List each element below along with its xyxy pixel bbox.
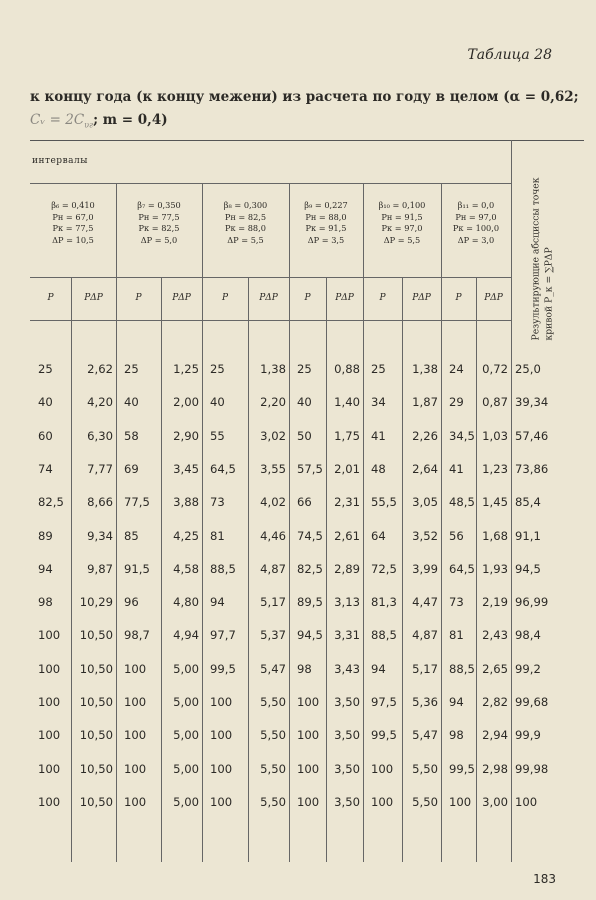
p-cell: 100 <box>38 794 61 809</box>
column-divider <box>363 183 364 862</box>
pdp-cell: 1,03 <box>482 428 508 443</box>
pdp-cell: 5,00 <box>173 794 199 809</box>
param-dp: ΔP = 3,0 <box>457 234 495 245</box>
p-cell: 72,5 <box>371 561 397 576</box>
p-cell: 99,5 <box>371 728 397 743</box>
pdp-cell: 3,05 <box>412 495 438 510</box>
pdp-cell: 5,50 <box>260 761 286 776</box>
p-cell: 34,5 <box>449 428 475 443</box>
result-column-header: Результирующие абсциссы точек кривой P_к = ∑PΔP <box>530 177 554 341</box>
p-cell: 100 <box>38 695 61 709</box>
pdp-cell: 10,50 <box>79 661 113 676</box>
p-cell: 100 <box>124 794 147 809</box>
pdp-cell: 5,00 <box>173 728 199 743</box>
pdp-cell: 10,50 <box>79 761 113 776</box>
col-header-p: P <box>379 293 386 303</box>
pdp-cell: 4,46 <box>260 528 286 543</box>
result-cell: 25,0 <box>515 362 541 376</box>
page-number: 183 <box>533 872 556 886</box>
param-pk: Pк = 91,5 <box>305 223 347 234</box>
group-params-4 <box>289 200 363 246</box>
p-cell: 100 <box>297 695 320 709</box>
col-header-p: P <box>221 293 229 303</box>
column-divider <box>511 140 512 862</box>
caption-line-1: к концу года (к концу межени) из расчета по году в целом (α = 0,62; <box>30 89 579 105</box>
p-cell: 88,5 <box>449 661 475 676</box>
pdp-cell: 4,20 <box>87 395 113 410</box>
pdp-cell: 2,82 <box>482 695 508 709</box>
pdp-cell: 4,58 <box>173 561 199 576</box>
param-beta: β₇ = 0,350 <box>137 200 181 210</box>
p-cell: 82,5 <box>38 495 64 510</box>
p-cell: 25 <box>38 362 53 376</box>
pdp-cell: 10,50 <box>79 794 113 809</box>
p-cell: 97,5 <box>371 695 397 709</box>
p-cell: 25 <box>124 362 139 376</box>
pdp-cell: 2,62 <box>87 362 113 376</box>
p-cell: 100 <box>371 761 394 776</box>
pdp-cell: 5,47 <box>412 728 438 743</box>
p-cell: 100 <box>297 794 320 809</box>
pdp-cell: 3,99 <box>412 561 438 576</box>
pdp-cell: 2,01 <box>334 461 360 476</box>
pdp-cell: 0,72 <box>482 362 508 376</box>
p-cell: 25 <box>210 362 225 376</box>
group-params-3 <box>202 200 289 246</box>
pdp-cell: 3,50 <box>334 695 360 709</box>
p-cell: 29 <box>449 395 464 410</box>
intervals-label: интервалы <box>32 156 88 166</box>
pdp-cell: 2,19 <box>482 595 508 610</box>
pdp-cell: 1,93 <box>482 561 508 576</box>
p-cell: 40 <box>297 395 312 410</box>
p-cell: 100 <box>210 794 233 809</box>
pdp-cell: 5,50 <box>412 794 438 809</box>
p-cell: 81 <box>449 628 464 643</box>
param-dp: ΔP = 5,0 <box>140 234 178 245</box>
col-header-p: P <box>47 293 54 303</box>
pdp-cell: 4,87 <box>260 561 286 576</box>
caption-line-2 <box>30 112 168 130</box>
pdp-cell: 3,02 <box>260 428 286 443</box>
p-cell: 98 <box>449 728 464 743</box>
p-cell: 55 <box>210 428 225 443</box>
pdp-cell: 5,50 <box>260 794 286 809</box>
pdp-cell: 10,50 <box>79 695 113 709</box>
pdp-cell: 5,50 <box>412 761 438 776</box>
pdp-cell: 7,77 <box>87 461 113 476</box>
pdp-cell: 5,50 <box>260 695 286 709</box>
p-cell: 73 <box>210 495 225 510</box>
p-cell: 100 <box>124 695 147 709</box>
p-cell: 96 <box>124 595 139 610</box>
p-cell: 98 <box>38 595 53 610</box>
p-cell: 77,5 <box>124 495 150 510</box>
p-cell: 98,7 <box>124 628 150 643</box>
p-cell: 50 <box>297 428 312 443</box>
param-dp: ΔP = 3,5 <box>307 234 345 245</box>
result-cell: 96,99 <box>515 595 549 610</box>
p-cell: 25 <box>297 362 312 376</box>
result-cell: 99,68 <box>515 695 549 709</box>
param-dp: ΔP = 5,5 <box>227 234 264 245</box>
caption-cv: Cᵥ = $2C_{\upsilon г}$ <box>30 112 94 130</box>
p-cell: 100 <box>371 794 394 809</box>
pdp-cell: 5,00 <box>173 761 199 776</box>
pdp-cell: 1,40 <box>334 395 360 410</box>
param-beta: β₉ = 0,227 <box>304 200 348 210</box>
pdp-cell: 8,66 <box>87 495 113 510</box>
param-pn: Pн = 77,5 <box>138 211 180 222</box>
param-pk: Pк = 100,0 <box>452 223 500 234</box>
p-cell: 94 <box>38 561 53 576</box>
param-pn: Pн = 67,0 <box>52 211 94 222</box>
p-cell: 60 <box>38 428 53 443</box>
result-cell: 100 <box>515 794 538 809</box>
param-pn: Pн = 82,5 <box>224 211 267 222</box>
pdp-cell: 3,13 <box>334 595 360 610</box>
pdp-cell: 5,00 <box>173 695 199 709</box>
group-params-2 <box>116 200 202 246</box>
caption-rest: ; m = 0,4) <box>93 112 168 128</box>
p-cell: 82,5 <box>297 561 323 576</box>
pdp-cell: 5,00 <box>173 661 199 676</box>
pdp-cell: 3,00 <box>482 794 508 809</box>
col-header-p: P <box>135 293 142 303</box>
p-cell: 94 <box>371 661 386 676</box>
result-cell: 98,4 <box>515 628 541 643</box>
result-cell: 57,46 <box>515 428 549 443</box>
pdp-cell: 4,94 <box>173 628 199 643</box>
result-cell: 99,98 <box>515 761 549 776</box>
table-label: Таблица 28 <box>467 47 552 63</box>
pdp-cell: 1,68 <box>482 528 508 543</box>
p-cell: 94,5 <box>297 628 323 643</box>
result-cell: 39,34 <box>515 395 549 410</box>
p-cell: 40 <box>124 395 139 410</box>
pdp-cell: 2,61 <box>334 528 360 543</box>
pdp-cell: 3,50 <box>334 794 360 809</box>
p-cell: 100 <box>124 661 147 676</box>
pdp-cell: 3,88 <box>173 495 199 510</box>
p-cell: 48 <box>371 461 386 476</box>
p-cell: 81,3 <box>371 595 397 610</box>
p-cell: 89,5 <box>297 595 323 610</box>
param-pn: Pн = 88,0 <box>305 211 347 222</box>
param-beta: β₆ = 0,410 <box>51 200 95 210</box>
pdp-cell: 1,38 <box>260 362 286 376</box>
p-cell: 100 <box>38 761 61 776</box>
param-pk: Pк = 97,0 <box>381 223 423 234</box>
pdp-cell: 3,43 <box>334 661 360 676</box>
pdp-cell: 5,37 <box>260 628 286 643</box>
pdp-cell: 2,43 <box>482 628 508 643</box>
pdp-cell: 3,50 <box>334 761 360 776</box>
p-cell: 88,5 <box>371 628 397 643</box>
result-cell: 94,5 <box>515 561 541 576</box>
p-cell: 100 <box>38 728 61 743</box>
param-beta: β₁₁ = 0,0 <box>457 200 495 210</box>
group-params-5 <box>363 200 441 246</box>
result-cell: 91,1 <box>515 528 541 543</box>
p-cell: 99,5 <box>210 661 236 676</box>
p-cell: 55,5 <box>371 495 397 510</box>
pdp-cell: 1,25 <box>173 362 199 376</box>
p-cell: 100 <box>297 728 320 743</box>
p-cell: 64 <box>371 528 386 543</box>
column-divider <box>441 183 442 862</box>
p-cell: 99,5 <box>449 761 475 776</box>
group-top-rule <box>30 183 511 184</box>
pdp-cell: 0,87 <box>482 395 508 410</box>
pdp-cell: 1,38 <box>412 362 438 376</box>
p-cell: 41 <box>449 461 464 476</box>
param-dp: ΔP = 10,5 <box>52 234 94 245</box>
pdp-cell: 10,50 <box>79 628 113 643</box>
pdp-cell: 2,65 <box>482 661 508 676</box>
pdp-cell: 1,87 <box>412 395 438 410</box>
param-dp: ΔP = 5,5 <box>383 234 421 245</box>
pdp-cell: 4,87 <box>412 628 438 643</box>
pdp-cell: 3,31 <box>334 628 360 643</box>
col-header-pdp: PΔP <box>412 293 431 303</box>
pdp-cell: 1,45 <box>482 495 508 510</box>
p-cell: 24 <box>449 362 464 376</box>
p-cell: 100 <box>210 695 233 709</box>
param-pn: Pн = 97,0 <box>455 211 497 222</box>
pdp-cell: 10,50 <box>79 728 113 743</box>
p-cell: 41 <box>371 428 386 443</box>
pdp-cell: 10,29 <box>79 595 113 610</box>
param-pn: Pн = 91,5 <box>381 211 423 222</box>
p-cell: 64,5 <box>210 461 236 476</box>
p-cell: 94 <box>210 595 225 610</box>
pdp-cell: 5,17 <box>260 595 286 610</box>
pdp-cell: 2,31 <box>334 495 360 510</box>
result-cell: 73,86 <box>515 461 549 476</box>
col-header-pdp: PΔP <box>259 293 278 303</box>
p-cell: 100 <box>449 794 472 809</box>
pdp-cell: 1,23 <box>482 461 508 476</box>
pdp-cell: 9,87 <box>87 561 113 576</box>
param-pk: Pк = 77,5 <box>52 223 94 234</box>
p-cell: 74,5 <box>297 528 323 543</box>
p-cell: 100 <box>124 728 147 743</box>
p-cell: 100 <box>210 761 233 776</box>
param-beta: β₁₀ = 0,100 <box>378 200 426 210</box>
p-cell: 40 <box>210 395 225 410</box>
p-cell: 40 <box>38 395 53 410</box>
p-cell: 64,5 <box>449 561 475 576</box>
pdp-cell: 3,50 <box>334 728 360 743</box>
pdp-cell: 5,50 <box>260 728 286 743</box>
column-divider <box>116 183 117 862</box>
pdp-cell: 2,98 <box>482 761 508 776</box>
table-top-rule <box>30 140 584 141</box>
pdp-cell: 3,45 <box>173 461 199 476</box>
p-cell: 85 <box>124 528 139 543</box>
p-cell: 100 <box>38 661 61 676</box>
group-params-1 <box>30 200 116 246</box>
p-cell: 91,5 <box>124 561 150 576</box>
pdp-cell: 4,80 <box>173 595 199 610</box>
group-bottom-rule <box>30 277 511 278</box>
p-cell: 100 <box>124 761 147 776</box>
column-divider <box>202 183 203 862</box>
col-header-pdp: PΔP <box>172 293 191 303</box>
p-cell: 100 <box>210 728 233 743</box>
pdp-cell: 6,30 <box>87 428 113 443</box>
p-cell: 100 <box>38 628 61 643</box>
col-header-p: P <box>304 293 311 303</box>
p-cell: 25 <box>371 362 386 376</box>
pdp-cell: 5,47 <box>260 661 286 676</box>
param-pk: Pк = 88,0 <box>225 223 266 234</box>
p-cell: 81 <box>210 528 225 543</box>
pdp-cell: 4,25 <box>173 528 199 543</box>
pdp-cell: 2,90 <box>173 428 199 443</box>
p-cell: 48,5 <box>449 495 475 510</box>
p-cell: 56 <box>449 528 464 543</box>
p-cell: 74 <box>38 461 53 476</box>
pdp-cell: 3,52 <box>412 528 438 543</box>
group-params-6 <box>441 200 511 246</box>
pdp-cell: 4,47 <box>412 595 438 610</box>
result-cell: 99,2 <box>515 661 541 676</box>
p-cell: 94 <box>449 695 464 709</box>
pdp-cell: 1,75 <box>334 428 360 443</box>
p-cell: 97,7 <box>210 628 236 643</box>
col-header-pdp: PΔP <box>484 293 503 303</box>
p-cell: 58 <box>124 428 139 443</box>
col-header-pdp: PΔP <box>84 293 103 303</box>
subheader-bottom-rule <box>30 320 511 321</box>
pdp-cell: 0,88 <box>334 362 360 376</box>
p-cell: 34 <box>371 395 386 410</box>
p-cell: 100 <box>297 761 320 776</box>
p-cell: 89 <box>38 528 53 543</box>
p-cell: 57,5 <box>297 461 323 476</box>
result-cell: 99,9 <box>515 728 541 743</box>
param-pk: Pк = 82,5 <box>138 223 180 234</box>
pdp-cell: 4,02 <box>260 495 286 510</box>
pdp-cell: 5,17 <box>412 661 438 676</box>
p-cell: 98 <box>297 661 312 676</box>
pdp-cell: 5,36 <box>412 695 438 709</box>
col-header-pdp: PΔP <box>335 293 354 303</box>
pdp-cell: 2,89 <box>334 561 360 576</box>
column-divider <box>289 183 290 862</box>
pdp-cell: 2,00 <box>173 395 199 410</box>
pdp-cell: 2,26 <box>412 428 438 443</box>
pdp-cell: 2,94 <box>482 728 508 743</box>
param-beta: β₈ = 0,300 <box>223 200 268 210</box>
p-cell: 66 <box>297 495 312 510</box>
pdp-cell: 2,20 <box>260 395 286 410</box>
pdp-cell: 9,34 <box>87 528 113 543</box>
pdp-cell: 2,64 <box>412 461 438 476</box>
p-cell: 73 <box>449 595 464 610</box>
col-header-p: P <box>455 293 462 303</box>
result-cell: 85,4 <box>515 495 541 510</box>
p-cell: 69 <box>124 461 139 476</box>
pdp-cell: 3,55 <box>260 461 286 476</box>
p-cell: 88,5 <box>210 561 236 576</box>
